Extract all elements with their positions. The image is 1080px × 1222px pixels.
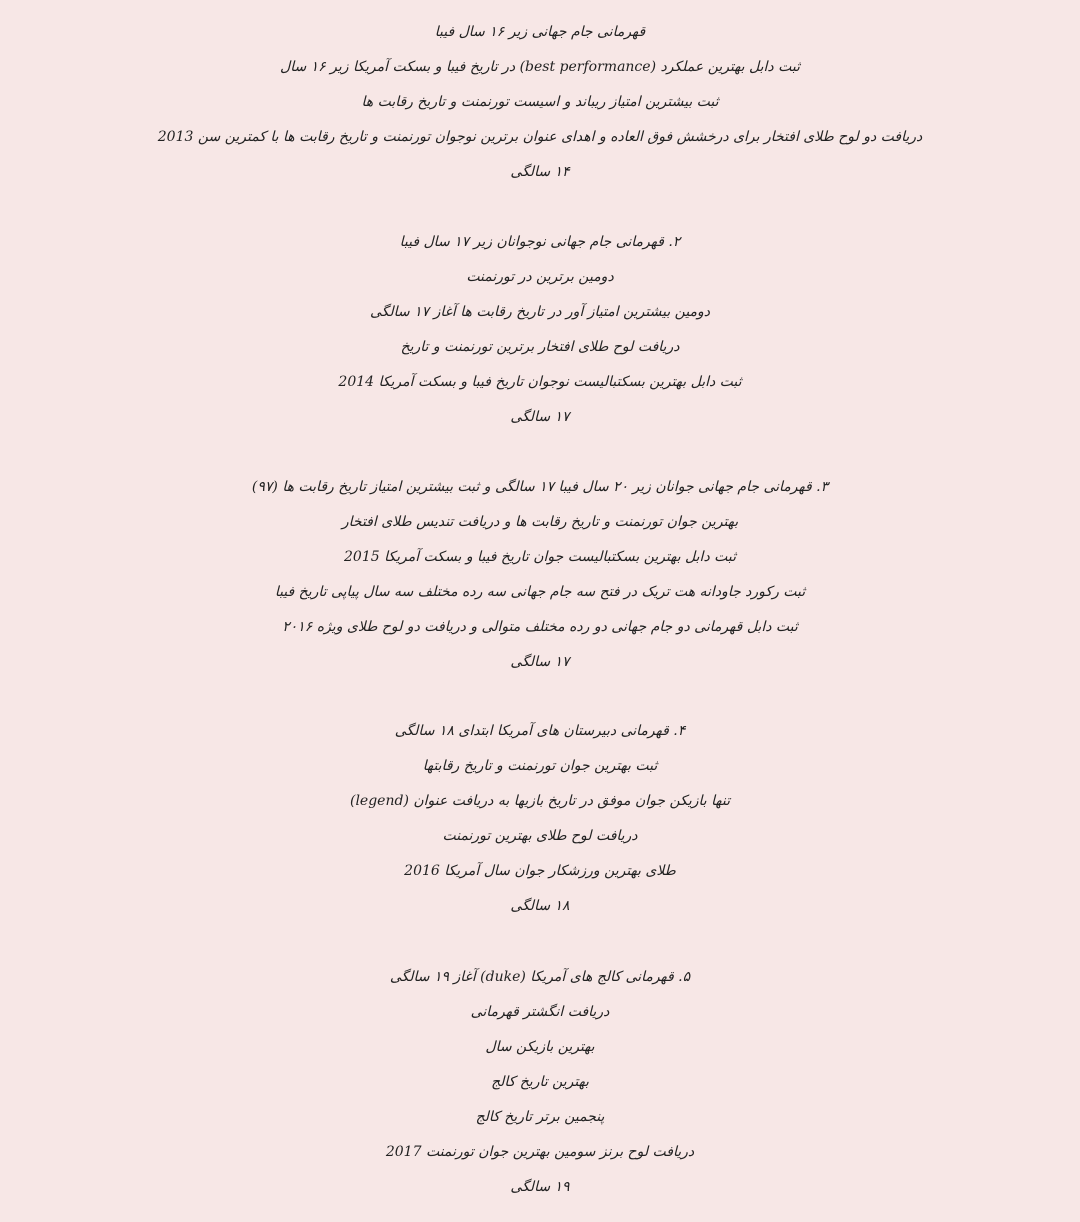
section-3-line-4: ثبت رکورد جاودانه هت تریک در فتح سه جام جهانی سه رده مختلف سه سال پیاپی تاریخ فیبا <box>274 584 806 600</box>
section-4-title: ۴. قهرمانی دبیرستان های آمریکا ابتدای ۱۸ سالگی <box>394 723 686 739</box>
section-2-line-2: دومین برترین در تورنمنت <box>466 269 614 285</box>
section-5-age: ۱۹ سالگی <box>510 1179 570 1195</box>
section-2-line-4: دریافت لوح طلای افتخار برترین تورنمنت و تاریخ <box>400 339 680 355</box>
section-5-line-4: بهترین تاریخ کالج <box>491 1074 589 1090</box>
section-1-line-2: ثبت دابل بهترین عملکرد (best performance) در تاریخ فیبا و بسکت آمریکا زیر ۱۶ سال <box>280 59 800 75</box>
achievement-section-4 <box>0 714 1080 924</box>
achievement-section-5 <box>0 960 1080 1205</box>
section-3-title: ۳. قهرمانی جام جهانی جوانان زیر ۲۰ سال فیبا ۱۷ سالگی و ثبت بیشترین امتیاز تاریخ رقابت ها (۹۷) <box>251 479 829 495</box>
section-5-line-2: دریافت انگشتر قهرمانی <box>470 1004 610 1020</box>
section-1-title: قهرمانی جام جهانی زیر ۱۶ سال فیبا <box>434 24 646 40</box>
section-4-line-3: تنها بازیکن جوان موفق در تاریخ بازیها به دریافت عنوان (legend) <box>349 793 730 809</box>
section-2-age: ۱۷ سالگی <box>510 409 570 425</box>
section-2-line-3: دومین بیشترین امتیاز آور در تاریخ رقابت ها آغاز ۱۷ سالگی <box>369 304 711 320</box>
section-5-line-5: پنجمین برتر تاریخ کالج <box>475 1109 605 1125</box>
section-5-line-3: بهترین بازیکن سال <box>485 1039 595 1055</box>
section-4-line-4: دریافت لوح طلای بهترین تورنمنت <box>442 828 638 844</box>
section-1-line-4: دریافت دو لوح طلای افتخار برای درخشش فوق العاده و اهدای عنوان برترین نوجوان تورنمنت و تاریخ رقابت ها با کمترین سن 2013 <box>157 129 923 145</box>
achievement-section-1 <box>0 15 1080 190</box>
section-1-line-3: ثبت بیشترین امتیاز ریباند و اسیست تورنمنت و تاریخ رقابت ها <box>361 94 719 110</box>
section-3-line-2: بهترین جوان تورنمنت و تاریخ رقابت ها و دریافت تندیس طلای افتخار <box>341 514 739 530</box>
achievement-section-2 <box>0 225 1080 435</box>
achievement-section-3 <box>0 470 1080 680</box>
section-2-line-5: ثبت دابل بهترین بسکتبالیست نوجوان تاریخ فیبا و بسکت آمریکا 2014 <box>338 374 742 390</box>
section-4-age: ۱۸ سالگی <box>510 898 570 914</box>
section-4-line-2: ثبت بهترین جوان تورنمنت و تاریخ رقابتها <box>422 758 658 774</box>
section-5-title: ۵. قهرمانی کالج های آمریکا (duke) آغاز ۱۹ سالگی <box>389 969 691 985</box>
section-3-age: ۱۷ سالگی <box>510 654 570 670</box>
section-3-line-3: ثبت دابل بهترین بسکتبالیست جوان تاریخ فیبا و بسکت آمریکا 2015 <box>344 549 736 565</box>
section-1-age: ۱۴ سالگی <box>510 164 570 180</box>
section-3-line-5: ثبت دابل قهرمانی دو جام جهانی دو رده مختلف متوالی و دریافت دو لوح طلای ویژه ۲۰۱۶ <box>282 619 798 635</box>
section-4-line-5: طلای بهترین ورزشکار جوان سال آمریکا 2016 <box>404 863 676 879</box>
section-2-title: ۲. قهرمانی جام جهانی نوجوانان زیر ۱۷ سال فیبا <box>399 234 681 250</box>
section-5-line-6: دریافت لوح برنز سومین بهترین جوان تورنمنت 2017 <box>385 1144 695 1160</box>
